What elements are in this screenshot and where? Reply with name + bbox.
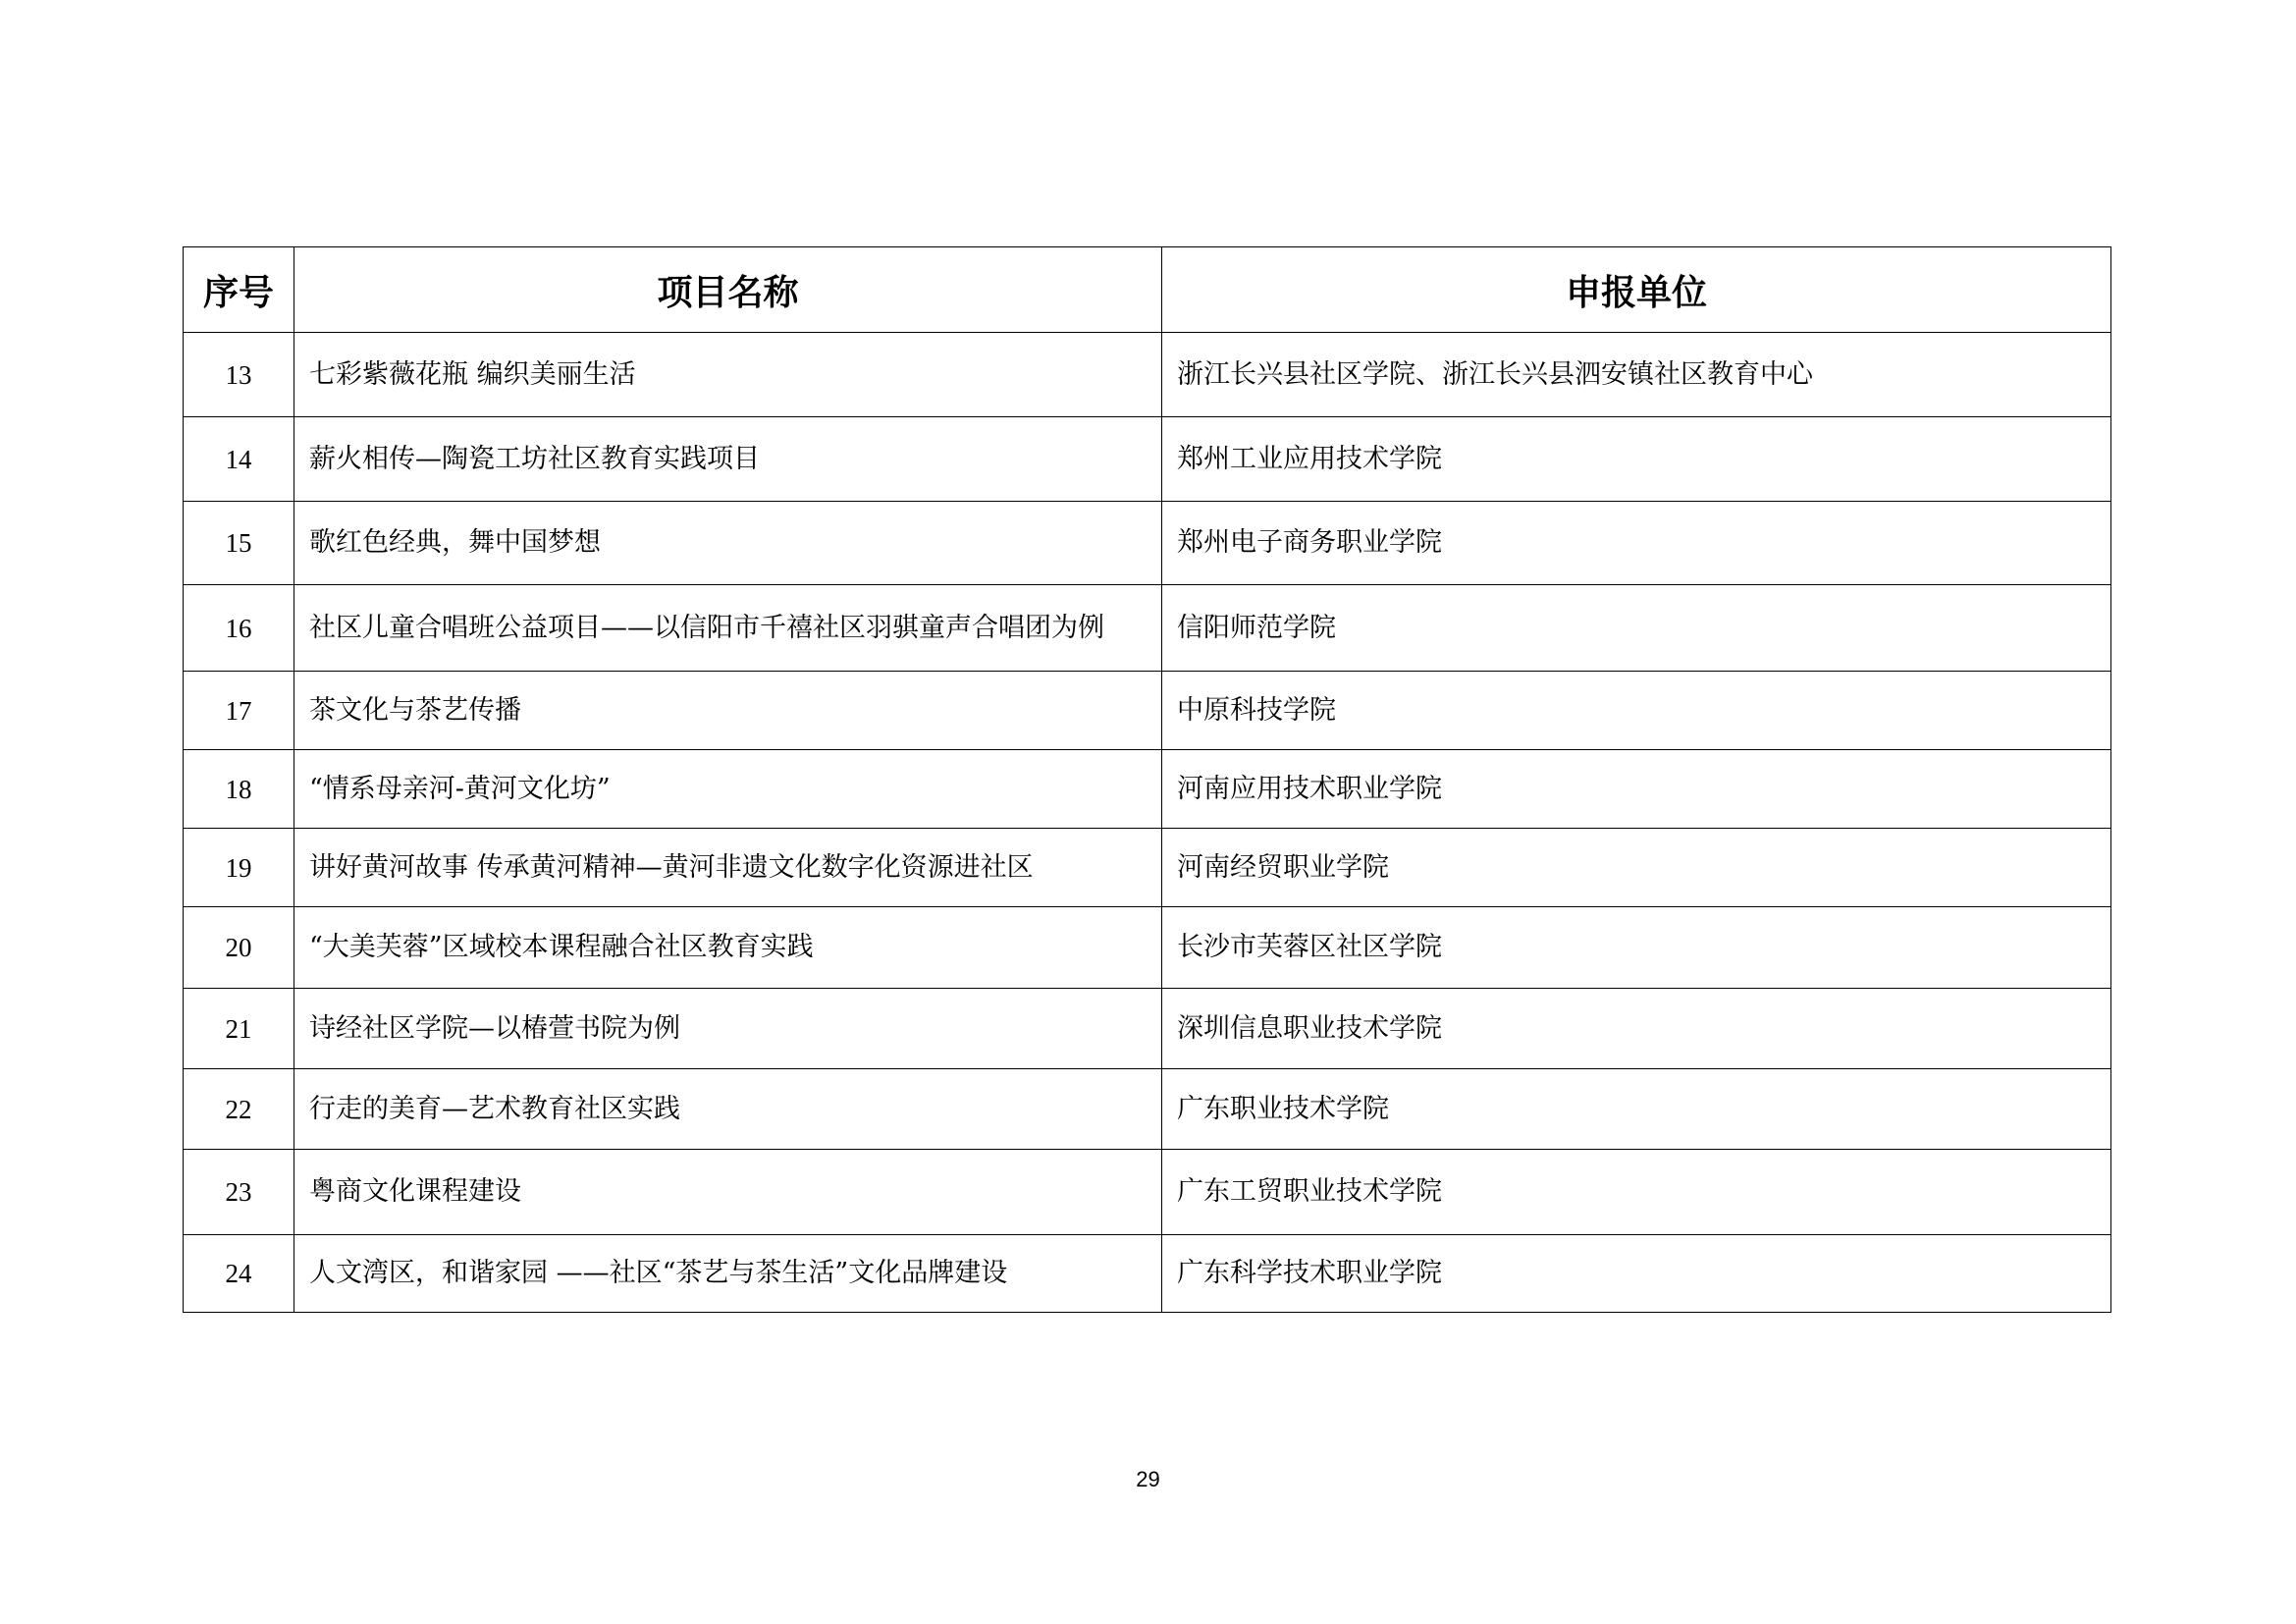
table-row — [184, 585, 2111, 672]
row-project-name: 七彩紫薇花瓶 编织美丽生活 — [294, 333, 1162, 417]
header-applicant-unit: 申报单位 — [1162, 247, 2111, 333]
row-index: 16 — [184, 585, 294, 672]
row-index: 21 — [184, 989, 294, 1069]
table-row — [184, 1150, 2111, 1235]
row-project-name: “大美芙蓉”区域校本课程融合社区教育实践 — [294, 907, 1162, 989]
row-index: 13 — [184, 333, 294, 417]
table-row — [184, 989, 2111, 1069]
row-index: 22 — [184, 1069, 294, 1150]
row-applicant-unit: 河南经贸职业学院 — [1162, 829, 2111, 907]
row-project-name: 粤商文化课程建设 — [294, 1150, 1162, 1235]
row-applicant-unit: 长沙市芙蓉区社区学院 — [1162, 907, 2111, 989]
header-project-name: 项目名称 — [294, 247, 1162, 333]
table-row — [184, 829, 2111, 907]
row-index: 17 — [184, 672, 294, 750]
row-applicant-unit: 信阳师范学院 — [1162, 585, 2111, 672]
project-table — [183, 246, 2111, 1313]
row-index: 18 — [184, 750, 294, 829]
table-row — [184, 502, 2111, 585]
row-project-name: 社区儿童合唱班公益项目——以信阳市千禧社区羽骐童声合唱团为例 — [294, 585, 1162, 672]
row-applicant-unit: 广东工贸职业技术学院 — [1162, 1150, 2111, 1235]
row-project-name: 茶文化与茶艺传播 — [294, 672, 1162, 750]
row-project-name: “情系母亲河-黄河文化坊” — [294, 750, 1162, 829]
row-project-name: 讲好黄河故事 传承黄河精神—黄河非遗文化数字化资源进社区 — [294, 829, 1162, 907]
table-row — [184, 750, 2111, 829]
row-project-name: 行走的美育—艺术教育社区实践 — [294, 1069, 1162, 1150]
header-index: 序号 — [184, 247, 294, 333]
row-applicant-unit: 浙江长兴县社区学院、浙江长兴县泗安镇社区教育中心 — [1162, 333, 2111, 417]
row-applicant-unit: 中原科技学院 — [1162, 672, 2111, 750]
row-applicant-unit: 广东科学技术职业学院 — [1162, 1235, 2111, 1313]
table-row — [184, 417, 2111, 502]
table-header-row — [184, 247, 2111, 333]
table-row — [184, 1235, 2111, 1313]
row-index: 14 — [184, 417, 294, 502]
row-index: 15 — [184, 502, 294, 585]
table-row — [184, 1069, 2111, 1150]
table-row — [184, 907, 2111, 989]
row-project-name: 薪火相传—陶瓷工坊社区教育实践项目 — [294, 417, 1162, 502]
table-row — [184, 333, 2111, 417]
row-applicant-unit: 河南应用技术职业学院 — [1162, 750, 2111, 829]
row-applicant-unit: 广东职业技术学院 — [1162, 1069, 2111, 1150]
row-applicant-unit: 郑州工业应用技术学院 — [1162, 417, 2111, 502]
table-row — [184, 672, 2111, 750]
row-index: 19 — [184, 829, 294, 907]
row-applicant-unit: 深圳信息职业技术学院 — [1162, 989, 2111, 1069]
page-number: 29 — [1136, 1467, 1160, 1491]
row-project-name: 歌红色经典，舞中国梦想 — [294, 502, 1162, 585]
row-index: 23 — [184, 1150, 294, 1235]
row-index: 24 — [184, 1235, 294, 1313]
row-applicant-unit: 郑州电子商务职业学院 — [1162, 502, 2111, 585]
row-index: 20 — [184, 907, 294, 989]
row-project-name: 诗经社区学院—以椿萱书院为例 — [294, 989, 1162, 1069]
row-project-name: 人文湾区，和谐家园 ——社区“茶艺与茶生活”文化品牌建设 — [294, 1235, 1162, 1313]
